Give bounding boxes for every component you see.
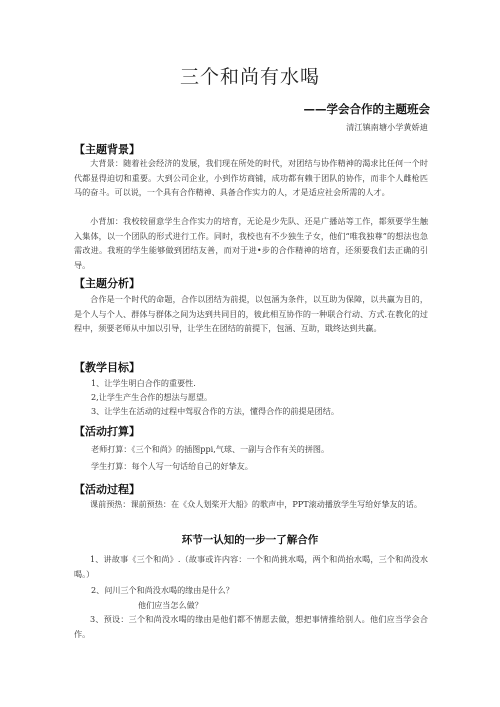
background-paragraph-2-text: 小背加：我校较留意学生合作实力的培育，无论是少先队、还是广播站等工作，都须要学生触入集体，以一个团队的形式进行工作。同时，我校也有不少独生子女，他们“唯我独尊”的想法也急需改进。我班的学生能够做到团结友善，而对于进•步的合作精神的培育，还须要我们去正确的引导。 xyxy=(74,216,428,270)
goal-item: 2,让学生产生合作的想法与愿望。 xyxy=(91,392,213,402)
process-paragraph-text: 课前预热：课前预热：在《众人划桨开大船》的歌声中，PPT滚动播放学生写给好挚友的话。 xyxy=(90,499,422,509)
analysis-paragraph xyxy=(74,292,428,336)
process-paragraph xyxy=(74,497,428,512)
analysis-paragraph-text: 合作是一个时代的命题，合作以团结为前提，以包涵为条件，以互助为保障，以共赢为目的，是个人与个人、群体与群体之间为达到共同目的，彼此相互协作的一种联合行动、方式.在教化的过程中，须要老师从中加以引导，让学生在团结的前提下，包涵、互助，戢终达到共赢。 xyxy=(74,294,428,334)
author-line: 清江镇南塘小学黄娇迪 xyxy=(346,122,428,132)
part-one-item-3-text: 3、预设：三个和尚没水喝的缘由是他们都不情愿去做，想把事情推给别人。他们应当学会合作。 xyxy=(74,614,428,639)
document-subtitle: ——学会合作的主题班会 xyxy=(303,102,430,116)
background-paragraph-1 xyxy=(74,156,428,200)
part-one-heading: 环节一认知的一步一了解合作 xyxy=(181,534,319,546)
goal-item: 3、让学生在活动的过程中驾驭合作的方法，懂得合作的前提是团结。 xyxy=(91,406,339,416)
section-heading-prep: 【活动打算】 xyxy=(74,425,140,438)
prep-student-line: 学生打算：每个人写一句话给自己的好挚友。 xyxy=(91,461,253,471)
background-paragraph-1-text: 大背景：随着社会经济的发展，我们现在所处的时代，对团结与协作精神的渴求比任何一个时代都显得迫切和重要。大到公司企业，小到作坊商铺，成功都有赖于团队的协作，而非个人雌枪匹马的奋斗。可以说，一个具有合作精神、具备合作实力的人，才是适应社会所需的人才。 xyxy=(74,158,428,198)
part-one-item-1 xyxy=(74,552,428,581)
part-one-item-1-text: 1、讲故事《三个和尚》.（故事或许内容：一个和尚挑水喝，两个和尚抬水喝，三个和尚没水喝。） xyxy=(74,554,428,579)
goal-item: 1、让学生明白合作的重要性. xyxy=(91,378,196,388)
section-heading-goals: 【教学目标】 xyxy=(74,361,140,374)
prep-teacher-line: 老师打算：《三个和尚》的插图ppi,气球、一副与合作有关的拼图。 xyxy=(91,444,330,454)
section-heading-analysis: 【主题分析】 xyxy=(74,277,140,290)
section-heading-background: 【主题背景】 xyxy=(74,143,140,156)
part-one-item-2: 2、问川三个和尚没水喝的缘由是什么？ xyxy=(91,585,234,595)
part-one-item-3 xyxy=(74,612,428,641)
document-title: 三个和尚有水喝 xyxy=(179,66,320,88)
section-heading-process: 【活动过程】 xyxy=(74,483,140,496)
part-one-item-2-sub: 他们应当怎么做？ xyxy=(138,600,203,610)
background-paragraph-2 xyxy=(74,214,428,272)
